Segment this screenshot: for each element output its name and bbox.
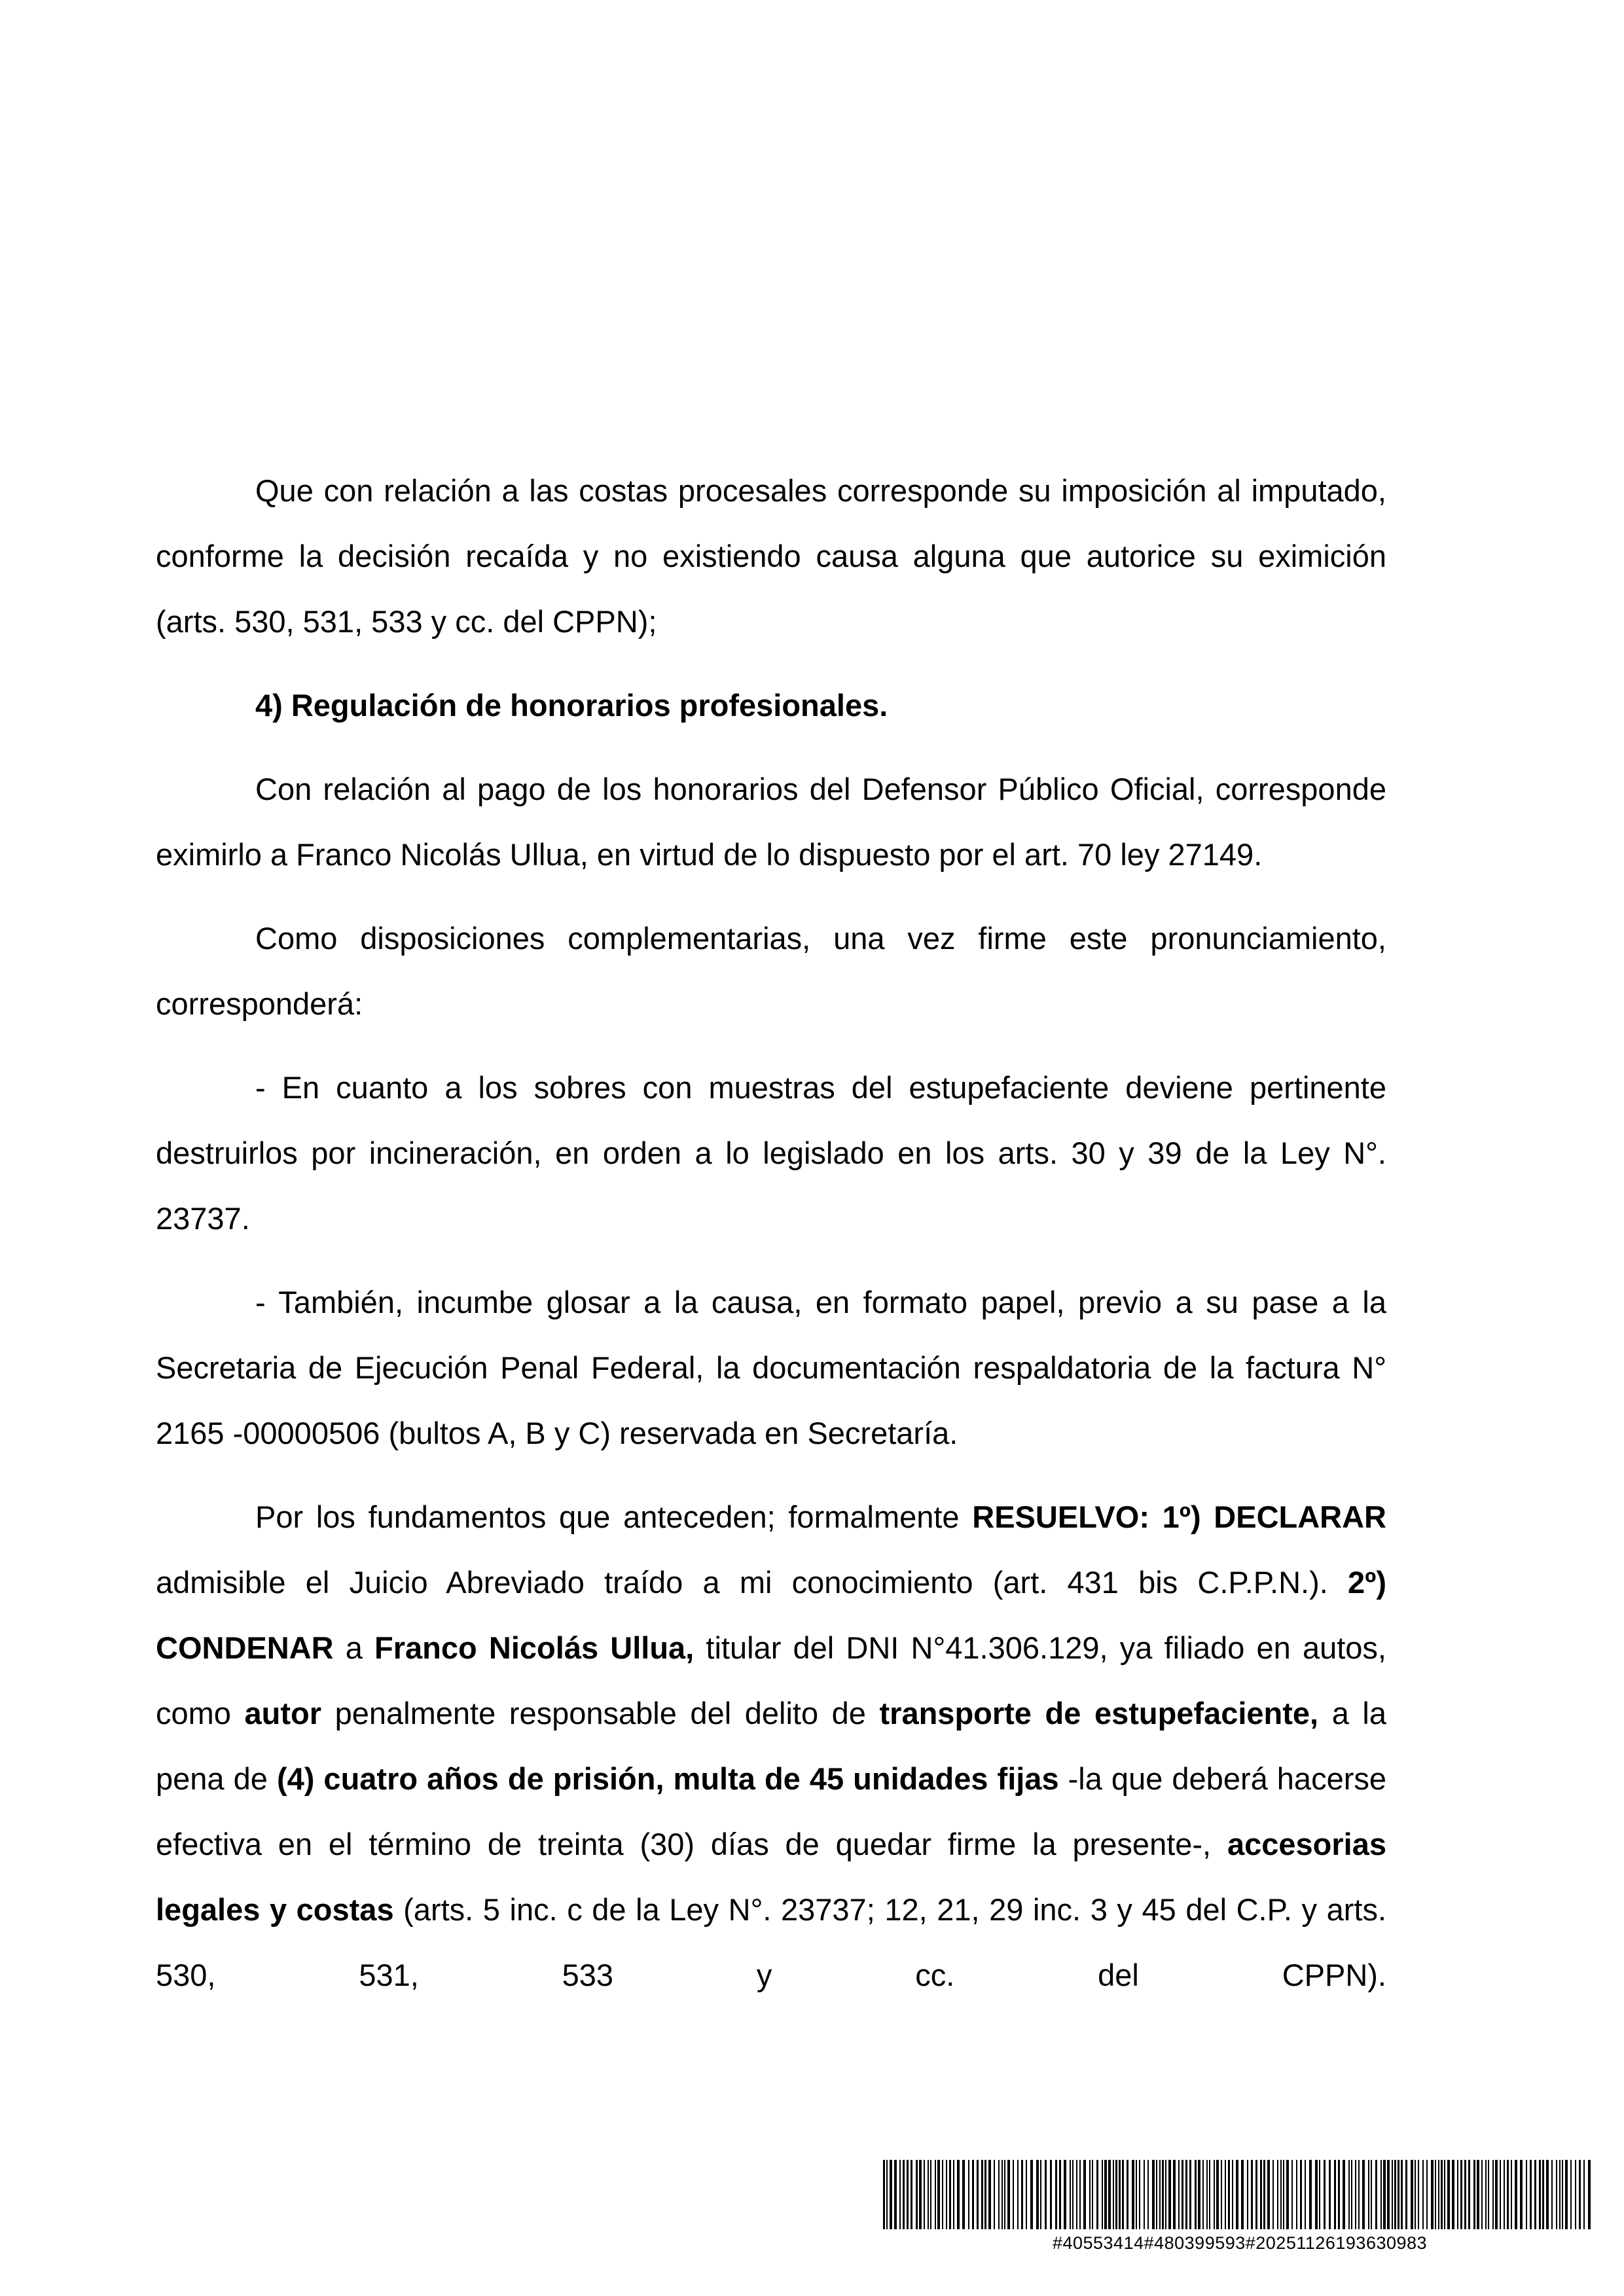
barcode-bar [1542,2160,1544,2229]
bold-text: RESUELVO: 1º) DECLARAR [972,1499,1386,1534]
barcode-bar [1562,2160,1563,2229]
section-heading [156,673,1386,738]
barcode-bar [998,2160,1000,2229]
barcode-bar [1139,2160,1140,2229]
barcode [883,2160,1597,2229]
barcode-bar [1076,2160,1077,2229]
barcode-bar [1092,2160,1093,2229]
barcode-bar [1291,2160,1293,2229]
barcode-bar [1457,2160,1458,2229]
barcode-bar [1064,2160,1066,2229]
barcode-bar [1473,2160,1475,2229]
barcode-bar [1045,2160,1047,2229]
barcode-bar [1362,2160,1365,2229]
barcode-bar [1059,2160,1061,2229]
barcode-bar [890,2160,892,2229]
barcode-bar [1444,2160,1445,2229]
barcode-bar [1236,2160,1238,2229]
barcode-bar [981,2160,983,2229]
barcode-bar [1334,2160,1336,2229]
barcode-bar [1072,2160,1074,2229]
barcode-bar [1021,2160,1023,2229]
barcode-bar [1394,2160,1396,2229]
barcode-bar [1247,2160,1248,2229]
paragraph [156,458,1386,655]
barcode-bar [1241,2160,1244,2229]
barcode-bar [1405,2160,1407,2229]
barcode-bar [1530,2160,1532,2229]
barcode-bar [1104,2160,1107,2229]
text-run: - También, incumbe glosar a la causa, en formato papel, previo a su pase a la Secretaria de Ejecución Penal Federal, la documentación respaldatoria de la factura N° 2165 -00000506 (bultos A, B y C) reservada en Secretaría. [156,1285,1386,1450]
barcode-bar [1583,2160,1585,2229]
barcode-bar [1447,2160,1450,2229]
barcode-bar [1309,2160,1312,2229]
barcode-bar [953,2160,954,2229]
barcode-bar [962,2160,965,2229]
barcode-bar [1195,2160,1197,2229]
barcode-bar [1296,2160,1297,2229]
barcode-bar [1198,2160,1200,2229]
barcode-bar [1481,2160,1483,2229]
barcode-bar [946,2160,947,2229]
barcode-bar [1460,2160,1462,2229]
barcode-bar [1539,2160,1541,2229]
barcode-bar [1251,2160,1253,2229]
barcode-bar [1221,2160,1222,2229]
barcode-bar [1579,2160,1581,2229]
barcode-bar [1588,2160,1591,2229]
barcode-bar [1575,2160,1576,2229]
barcode-bar [1206,2160,1208,2229]
barcode-bar [1492,2160,1494,2229]
barcode-bar [1565,2160,1568,2229]
barcode-bar [1185,2160,1187,2229]
barcode-bar [988,2160,991,2229]
barcode-bar [1070,2160,1071,2229]
barcode-bar [1089,2160,1091,2229]
barcode-bar [907,2160,909,2229]
barcode-bar [1136,2160,1137,2229]
barcode-bar [1050,2160,1052,2229]
barcode-bar [1225,2160,1226,2229]
barcode-bar [1026,2160,1027,2229]
barcode-bar [1526,2160,1527,2229]
barcode-bar [942,2160,943,2229]
barcode-bar [883,2160,885,2229]
barcode-bar [1418,2160,1419,2229]
barcode-bar [968,2160,969,2229]
barcode-bar [1122,2160,1124,2229]
barcode-bar [1504,2160,1505,2229]
text-run: -la que deberá hacerse efectiva en el término de treinta (30) días de quedar firme la presente-, [156,1761,1387,1861]
barcode-bar [1551,2160,1553,2229]
barcode-bar [1030,2160,1033,2229]
barcode-bar [1182,2160,1183,2229]
barcode-bar [903,2160,905,2229]
barcode-bar [1329,2160,1331,2229]
barcode-bar [1004,2160,1005,2229]
barcode-bar [1380,2160,1382,2229]
barcode-bar [1422,2160,1424,2229]
barcode-bar [1546,2160,1549,2229]
text-run: titular del DNI N°41.306.129, ya filiado en autos, como [156,1630,1386,1731]
barcode-bar [1165,2160,1166,2229]
bold-text: accesorias legales y costas [156,1827,1386,1927]
barcode-bar [1371,2160,1372,2229]
barcode-bar [984,2160,986,2229]
text-run: Que con relación a las costas procesales corresponde su imposición al imputado, conforme la decisión recaída y no existiendo causa alguna que autorice su eximición (arts. 530, 531, 533 y cc. del CPPN); [156,473,1386,639]
barcode-bar [1083,2160,1086,2229]
barcode-bar [1263,2160,1265,2229]
barcode-bar [1556,2160,1557,2229]
barcode-bar [1324,2160,1326,2229]
barcode-bar [1411,2160,1413,2229]
barcode-bar [1401,2160,1403,2229]
text-run: a la pena de [156,1696,1386,1796]
bold-text: (4) cuatro años de prisión, multa de 45 unidades fijas [276,1761,1059,1796]
barcode-bar [1495,2160,1498,2229]
barcode-bar [1511,2160,1512,2229]
barcode-bar [928,2160,929,2229]
barcode-bar [1255,2160,1257,2229]
text-run: penalmente responsable del delito de [321,1696,880,1731]
barcode-bar [1277,2160,1278,2229]
barcode-bar [1209,2160,1210,2229]
barcode-bar [1319,2160,1320,2229]
barcode-bar [1159,2160,1161,2229]
barcode-bar [1280,2160,1282,2229]
barcode-bar [1260,2160,1262,2229]
barcode-bar [1040,2160,1041,2229]
text-run: a [333,1630,375,1665]
bold-text: 4) Regulación de honorarios profesionales. [255,688,888,723]
barcode-bar [1055,2160,1057,2229]
barcode-bar [899,2160,901,2229]
barcode-bar [1488,2160,1489,2229]
barcode-bar [1216,2160,1219,2229]
barcode-bar [1102,2160,1103,2229]
barcode-bar [1368,2160,1369,2229]
barcode-bar [1173,2160,1176,2229]
barcode-bar [1144,2160,1145,2229]
barcode-bar [886,2160,888,2229]
barcode-bar [1079,2160,1081,2229]
barcode-bar [894,2160,897,2229]
paragraph [156,1484,1386,2008]
barcode-bar [1267,2160,1270,2229]
text-run: Con relación al pago de los honorarios del Defensor Público Oficial, corresponde eximirlo a Franco Nicolás Ullua, en virtud de lo dispuesto por el art. 70 ley 27149. [156,772,1386,872]
barcode-bar [1283,2160,1284,2229]
barcode-bar [949,2160,951,2229]
barcode-bar [1272,2160,1274,2229]
paragraph [156,1270,1386,1466]
barcode-bar [1156,2160,1157,2229]
barcode-bar [1300,2160,1302,2229]
barcode-bar [1096,2160,1098,2229]
barcode-bar [1383,2160,1386,2229]
barcode-bar [1127,2160,1128,2229]
barcode-bar [994,2160,995,2229]
barcode-bar [1202,2160,1204,2229]
barcode-bar [1119,2160,1121,2229]
barcode-bar [1286,2160,1289,2229]
bold-text: autor [244,1696,322,1731]
document-body [156,458,1386,2026]
text-run: admisible el Juicio Abreviado traído a mi conocimiento (art. 431 bis C.P.P.N.). [156,1565,1348,1600]
text-run: Por los fundamentos que anteceden; formalmente [255,1499,973,1534]
barcode-bar [1520,2160,1523,2229]
barcode-bar [935,2160,936,2229]
barcode-bar [1398,2160,1399,2229]
barcode-bar [1358,2160,1360,2229]
barcode-bar [1570,2160,1572,2229]
barcode-bar [1355,2160,1356,2229]
barcode-bar [1485,2160,1487,2229]
barcode-bar [1559,2160,1561,2229]
barcode-bar [1338,2160,1340,2229]
text-run: (arts. 5 inc. c de la Ley N°. 23737; 12, 21, 29 inc. 3 y 45 del C.P. y arts. 530, 531, 533 y cc. del CPPN). [156,1892,1387,1992]
barcode-bar [1375,2160,1377,2229]
paragraph [156,757,1386,888]
barcode-bar [1132,2160,1134,2229]
barcode-bar [1147,2160,1149,2229]
barcode-bar [1152,2160,1155,2229]
barcode-bar [1468,2160,1470,2229]
barcode-bar [911,2160,912,2229]
barcode-bar [1534,2160,1536,2229]
barcode-bar [1113,2160,1114,2229]
barcode-bar [1178,2160,1180,2229]
barcode-bar [1435,2160,1436,2229]
barcode-bar [1392,2160,1393,2229]
barcode-bar [1500,2160,1501,2229]
barcode-bar [924,2160,925,2229]
barcode-bar [919,2160,922,2229]
barcode-bar [1001,2160,1003,2229]
barcode-bar [1228,2160,1230,2229]
barcode-bar [977,2160,979,2229]
bold-text: 2º) CONDENAR [156,1565,1386,1665]
barcode-bar [1452,2160,1454,2229]
barcode-bar [1387,2160,1390,2229]
paragraph [156,906,1386,1037]
barcode-bar [1438,2160,1439,2229]
barcode-bar [1189,2160,1191,2229]
barcode-bar [1507,2160,1509,2229]
barcode-bar [1515,2160,1517,2229]
barcode-bar [1351,2160,1352,2229]
barcode-bar [1168,2160,1171,2229]
barcode-bar [1348,2160,1350,2229]
barcode-bar [1477,2160,1479,2229]
barcode-bar [1315,2160,1318,2229]
text-run: Como disposiciones complementarias, una vez firme este pronunciamiento, corresponderá: [156,921,1386,1021]
barcode-number: #40553414#480399593#20251126193630983 [1052,2233,1428,2253]
barcode-bar [972,2160,974,2229]
barcode-bar [930,2160,931,2229]
barcode-bar [916,2160,918,2229]
barcode-bar [1305,2160,1306,2229]
paragraph [156,1055,1386,1251]
barcode-bar [1115,2160,1117,2229]
barcode-bar [1162,2160,1164,2229]
barcode-bar [957,2160,960,2229]
text-run: - En cuanto a los sobres con muestras del estupefaciente deviene pertinente destruirlos por incineración, en orden a lo legislado en los arts. 30 y 39 de la Ley N°. 23737. [156,1070,1386,1236]
barcode-bar [1036,2160,1039,2229]
barcode-bar [1464,2160,1466,2229]
bold-text: transporte de estupefaciente, [879,1696,1319,1731]
barcode-bar [1431,2160,1434,2229]
barcode-bar [1007,2160,1010,2229]
barcode-bar [1108,2160,1111,2229]
barcode-bar [1426,2160,1428,2229]
barcode-bar [1343,2160,1345,2229]
bold-text: Franco Nicolás Ullua, [374,1630,695,1665]
barcode-bar [1017,2160,1019,2229]
barcode-bar [1232,2160,1233,2229]
barcode-bar [1441,2160,1443,2229]
barcode-bar [1013,2160,1014,2229]
barcode-bar [1214,2160,1215,2229]
barcode-bar [1415,2160,1416,2229]
barcode-bar [937,2160,940,2229]
